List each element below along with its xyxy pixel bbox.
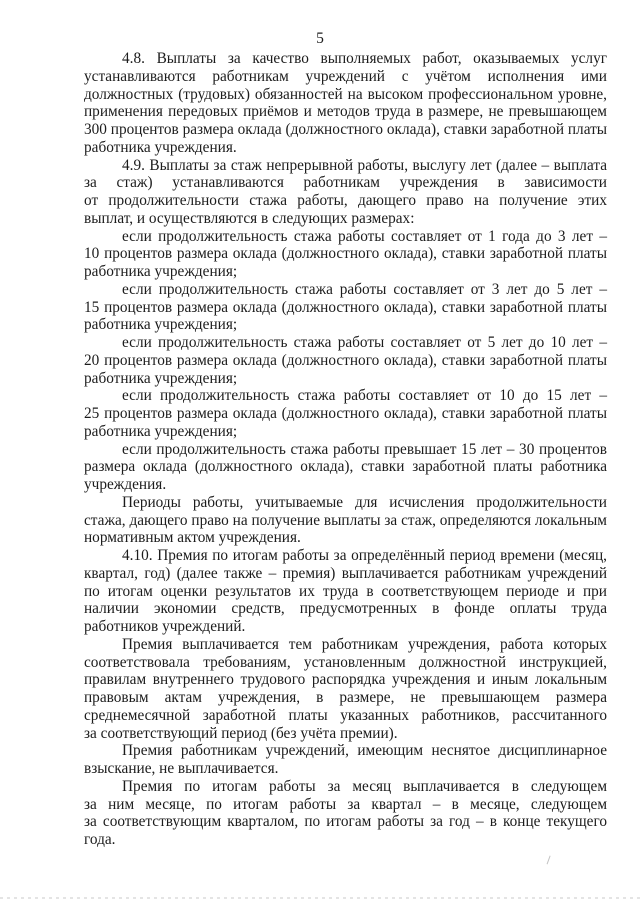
text-line: 300 процентов размера оклада (должностного оклада), ставки заработной платы — [84, 121, 608, 138]
paragraph-p-10-15 — [84, 387, 607, 440]
text-line: если продолжительность стажа работы составляет от 5 лет до 10 лет – — [122, 334, 607, 351]
text-line: 10 процентов размера оклада (должностного оклада), ставки заработной платы — [84, 245, 607, 263]
text-line: 15 процентов размера оклада (должностного оклада), ставки заработной платы — [84, 298, 607, 316]
text-line: работника учреждения; — [84, 316, 238, 334]
text-line: работника учреждения; — [84, 263, 238, 280]
text-line: устанавливаются работникам учреждений с учётом исполнения ими — [84, 67, 607, 85]
text-line: наличии экономии средств, предусмотренных в фонде оплаты труда — [84, 600, 607, 618]
text-line: соответствовала требованиям, установленным должностной инструкцией, — [84, 653, 607, 671]
text-line: взыскание, не выплачивается. — [84, 760, 279, 777]
text-line: за стаж) устанавливаются работникам учреждения в зависимости — [84, 174, 607, 192]
text-line: выплат, и осуществляются в следующих размерах: — [84, 209, 415, 227]
text-line: года. — [84, 831, 116, 848]
text-line: за соответствующим кварталом, по итогам работы за год – в конце текущего — [84, 813, 607, 831]
paragraph-p4-10 — [84, 547, 607, 636]
text-line: если продолжительность стажа работы составляет от 1 года до 3 лет – — [122, 227, 607, 245]
text-line: 20 процентов размера оклада (должностного оклада), ставки заработной платы — [84, 351, 607, 369]
text-line: Премия выплачивается тем работникам учреждения, работа которых — [122, 635, 607, 653]
text-line: если продолжительность стажа работы превышает 15 лет – 30 процентов — [122, 440, 607, 458]
paragraph-p-premia-2 — [84, 742, 607, 778]
text-line: 25 процентов размера оклада (должностного оклада), ставки заработной платы — [84, 405, 607, 422]
text-line: за ним месяце, по итогам работы за квартал – в месяце, следующем — [84, 795, 607, 813]
paragraph-p4-9 — [84, 157, 607, 228]
text-line: работника учреждения. — [84, 138, 237, 156]
paragraph-p-premia-3 — [84, 778, 607, 849]
text-line: работника учреждения; — [84, 369, 238, 387]
scan-edge-artifact — [0, 897, 640, 899]
text-line: Периоды работы, учитываемые для исчисления продолжительности — [122, 493, 607, 511]
scan-mark-artifact — [547, 856, 554, 866]
text-line: 4.10. Премия по итогам работы за определённый период времени (месяц, — [122, 547, 607, 564]
text-line: квартал, год) (далее также – премия) выплачивается работникам учреждений — [84, 564, 607, 582]
document-body — [84, 50, 607, 849]
text-line: если продолжительность стажа работы составляет от 10 до 15 лет – — [122, 387, 607, 405]
paragraph-p-3-5 — [84, 281, 607, 334]
paragraph-p-periods — [84, 494, 607, 547]
text-line: 4.9. Выплаты за стаж непрерывной работы, выслугу лет (далее – выплата — [122, 156, 607, 174]
paragraph-p4-8 — [84, 50, 607, 157]
text-line: 4.8. Выплаты за качество выполняемых работ, оказываемых услуг — [122, 50, 607, 67]
paragraph-p-premia-1 — [84, 636, 607, 743]
text-line: работников учреждений. — [84, 618, 246, 635]
paragraph-p-1-3 — [84, 228, 607, 281]
text-line: учреждения. — [84, 476, 167, 493]
text-line: если продолжительность стажа работы составляет от 3 лет до 5 лет – — [122, 280, 607, 298]
text-line: применения передовых приёмов и методов труда в размере, не превышающем — [84, 103, 607, 121]
paragraph-p-15plus — [84, 441, 607, 494]
text-line: размера оклада (должностного оклада), ставки заработной платы работника — [84, 458, 607, 476]
page-number: 5 — [316, 30, 324, 47]
text-line: от продолжительности стажа работы, дающего право на получение этих — [84, 192, 607, 209]
text-line: должностных (трудовых) обязанностей на высоком профессиональном уровне, — [84, 85, 607, 103]
text-line: Премия по итогам работы за месяц выплачивается в следующем — [122, 777, 607, 795]
text-line: нормативным актом учреждения. — [84, 529, 301, 547]
text-line: работника учреждения; — [84, 422, 238, 440]
text-line: стажа, дающего право на получение выплаты за стаж, определяются локальным — [84, 511, 607, 529]
text-line: Премия работникам учреждений, имеющим неснятое дисциплинарное — [122, 742, 607, 760]
text-line: среднемесячной заработной платы указанных работников, рассчитанного — [84, 706, 607, 724]
text-line: правилам внутреннего трудового распорядка учреждения и иным локальным — [84, 671, 607, 689]
text-line: за соответствующий период (без учёта премии). — [84, 724, 398, 742]
text-line: правовым актам учреждения, в размере, не превышающем размера — [84, 689, 607, 706]
paragraph-p-5-10 — [84, 334, 607, 387]
text-line: по итогам оценки результатов их труда в соответствующем периоде и при — [84, 582, 607, 600]
